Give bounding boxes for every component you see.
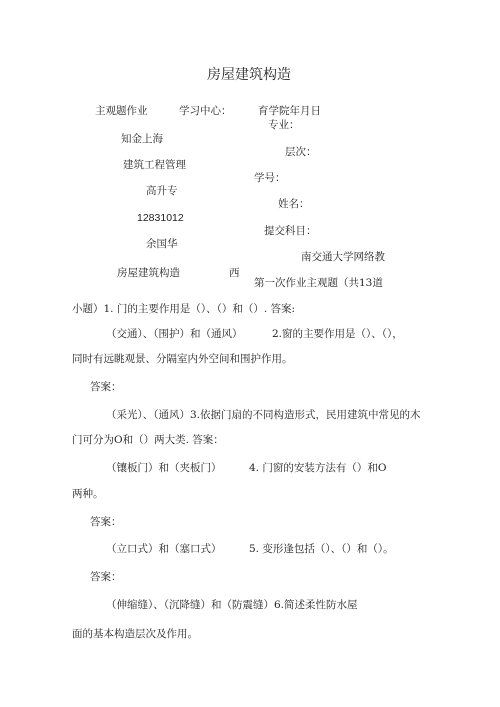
name-label: 姓名：	[278, 198, 310, 210]
level-label: 层次：	[285, 146, 317, 158]
body-line: 同时有远眺观景、分隔室内外空间和围护作用。	[72, 353, 293, 365]
student-number-value: 12831012	[137, 212, 184, 224]
body-line: 5. 变形逢包括（）、（）和（）。	[249, 543, 394, 555]
body-line: 面的基本构造层次及作用。	[72, 628, 198, 640]
body-line: 2.窗的主要作用是（）、（），	[272, 328, 403, 340]
study-center-value: 知金上海	[121, 133, 163, 145]
university-name: 南交通大学网络教	[301, 251, 385, 263]
name-value: 余国华	[146, 238, 178, 250]
major-label: 专业：	[268, 119, 300, 131]
body-line: （伸缩缝）、（沉降缝）和（防震缝）6.简述柔性防水屋	[106, 599, 358, 611]
body-line: （立口式）和（塞口式）	[106, 543, 222, 555]
subject-value: 房屋建筑构造	[117, 267, 180, 279]
academic-year-text: 育学院年月日	[258, 105, 321, 117]
body-line: 门可分为O和（）两大类. 答案：	[72, 434, 224, 446]
subject-label: 提交科目：	[264, 225, 317, 237]
university-prefix: 西	[229, 267, 240, 279]
study-center-label: 学习中心：	[179, 105, 232, 117]
answer-label: 答案：	[90, 516, 122, 528]
body-line: 两种。	[72, 488, 104, 500]
document-title: 房屋建筑构造	[207, 67, 291, 83]
major-value: 建筑工程管理	[123, 159, 186, 171]
body-line: 小题）1. 门的主要作用是（）、（）和（）. 答案:	[72, 303, 296, 315]
answer-label: 答案：	[90, 571, 122, 583]
assignment-title: 第一次作业主观题（共13道	[254, 277, 383, 289]
body-line: （采光）、（通风）3.依据门扇的不同构造形式，民用建筑中常见的木	[106, 409, 421, 421]
homework-type: 主观题作业	[95, 105, 148, 117]
body-line: （镶板门）和（夹板门）	[106, 462, 222, 474]
level-value: 高升专	[146, 185, 178, 197]
body-line: 4. 门窗的安装方法有（）和O	[249, 462, 387, 474]
student-number-label: 学号：	[254, 172, 286, 184]
answer-label: 答案：	[90, 381, 122, 393]
body-line: （交通）、（围护）和（通风）	[106, 328, 243, 340]
